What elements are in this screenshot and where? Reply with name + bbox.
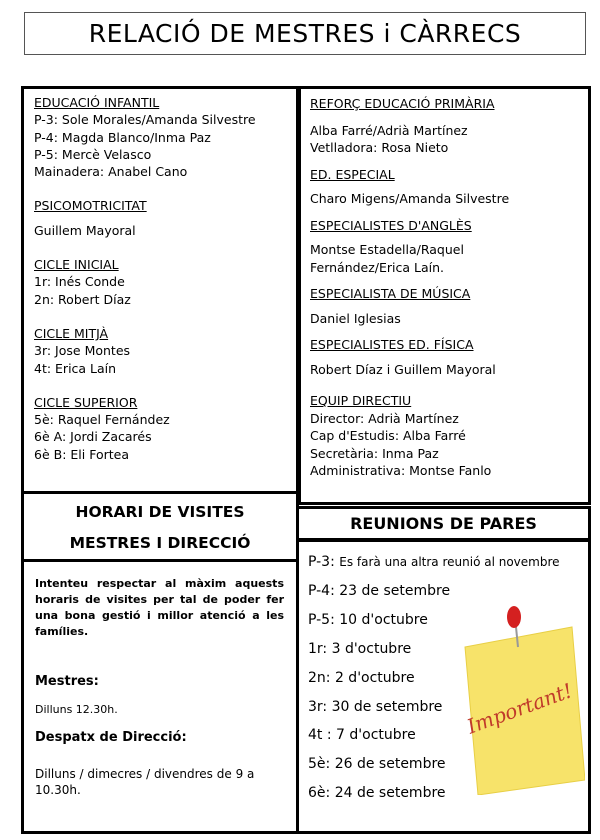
meeting-class: P-4:: [308, 582, 335, 599]
teachers-left-panel: [21, 86, 299, 494]
meeting-class: 1r:: [308, 640, 328, 657]
section-heading: PSICOMOTRICITAT: [34, 198, 147, 214]
line: Daniel Iglesias: [310, 310, 401, 326]
line: Robert Díaz i Guillem Mayoral: [310, 361, 496, 377]
section-heading: ESPECIALISTES ED. FÍSICA: [310, 337, 474, 352]
line: 3r: Jose Montes: [34, 343, 131, 359]
line: Cap d'Estudis: Alba Farré: [310, 428, 466, 443]
section-heading: ESPECIALISTA DE MÚSICA: [310, 286, 471, 301]
visiting-hours-header: [21, 491, 299, 562]
meeting-class: P-5:: [308, 611, 335, 628]
meeting-item: [308, 548, 588, 577]
meeting-item: [308, 577, 588, 606]
line: Administrativa: Montse Fanlo: [310, 463, 492, 478]
teachers-label: Mestres:: [35, 674, 99, 689]
heading: HORARI DE VISITES: [75, 503, 245, 521]
section-heading: ESPECIALISTES D'ANGLÈS: [310, 217, 472, 233]
direction-hours: Dilluns / dimecres / divendres de 9 a 10.30h.: [35, 767, 255, 797]
section-heading: EDUCACIÓ INFANTIL: [34, 95, 160, 110]
direction-label: Despatx de Direcció:: [35, 730, 187, 745]
important-text: Important!: [463, 678, 576, 739]
meeting-date: Es farà una altra reunió al novembre: [339, 555, 560, 569]
line: 1r: Inés Conde: [34, 274, 125, 290]
teachers-hours: Dilluns 12.30h.: [35, 703, 118, 716]
section-heading: CICLE INICIAL: [34, 257, 119, 273]
line: Mainadera: Anabel Cano: [34, 164, 188, 180]
meeting-date: 23 de setembre: [339, 582, 451, 599]
line: 5è: Raquel Fernández: [34, 412, 170, 428]
meeting-class: 3r:: [308, 698, 328, 715]
line: Vetlladora: Rosa Nieto: [310, 140, 449, 155]
parent-meetings-header: REUNIONS DE PARES: [296, 506, 591, 541]
line: Montse Estadella/Raquel: [310, 242, 464, 257]
page-title: RELACIÓ DE MESTRES i CÀRRECS: [24, 12, 586, 55]
visiting-hours-body: [21, 559, 299, 834]
meeting-date: 3 d'octubre: [331, 640, 412, 657]
line: 4t: Erica Laín: [34, 360, 117, 376]
meeting-date: 10 d'octubre: [339, 611, 428, 628]
meeting-date: 30 de setembre: [331, 698, 443, 715]
meeting-class: 6è:: [308, 785, 331, 802]
line: Alba Farré/Adrià Martínez: [310, 122, 468, 138]
line: Fernández/Erica Laín.: [310, 259, 445, 275]
meeting-date: 24 de setembre: [334, 785, 446, 802]
section-heading: REFORÇ EDUCACIÓ PRIMÀRIA: [310, 96, 495, 111]
pushpin-icon: [507, 606, 521, 628]
section-heading: CICLE SUPERIOR: [34, 394, 138, 410]
line: 6è B: Eli Fortea: [34, 446, 129, 462]
line: Charo Migens/Amanda Silvestre: [310, 191, 510, 206]
meeting-class: 5è:: [308, 756, 331, 773]
important-sticky-note: [460, 605, 585, 795]
section-heading: CICLE MITJÀ: [34, 325, 109, 341]
line: P-3: Sole Morales/Amanda Silvestre: [34, 112, 256, 128]
teachers-right-panel: [298, 86, 591, 505]
meeting-date: 2 d'octubre: [334, 669, 415, 686]
intro-text: Intenteu respectar al màxim aquests horaris de visites per tal de poder fer una bona gestió i millor atenció a les famílies.: [35, 577, 284, 638]
line: Secretària: Inma Paz: [310, 445, 439, 461]
line: 6è A: Jordi Zacarés: [34, 429, 152, 445]
line: Director: Adrià Martínez: [310, 410, 459, 426]
section-heading: ED. ESPECIAL: [310, 166, 395, 182]
heading: MESTRES I DIRECCIÓ: [69, 534, 251, 552]
meeting-date: 26 de setembre: [334, 756, 446, 773]
section-heading: EQUIP DIRECTIU: [310, 393, 412, 408]
line: 2n: Robert Díaz: [34, 291, 131, 307]
meeting-class: 4t :: [308, 727, 332, 744]
meeting-class: P-3:: [308, 554, 335, 570]
line: P-4: Magda Blanco/Inma Paz: [34, 129, 211, 145]
meeting-class: 2n:: [308, 669, 331, 686]
line: Guillem Mayoral: [34, 222, 136, 238]
meeting-date: 7 d'octubre: [336, 727, 416, 744]
line: P-5: Mercè Velasco: [34, 146, 152, 162]
